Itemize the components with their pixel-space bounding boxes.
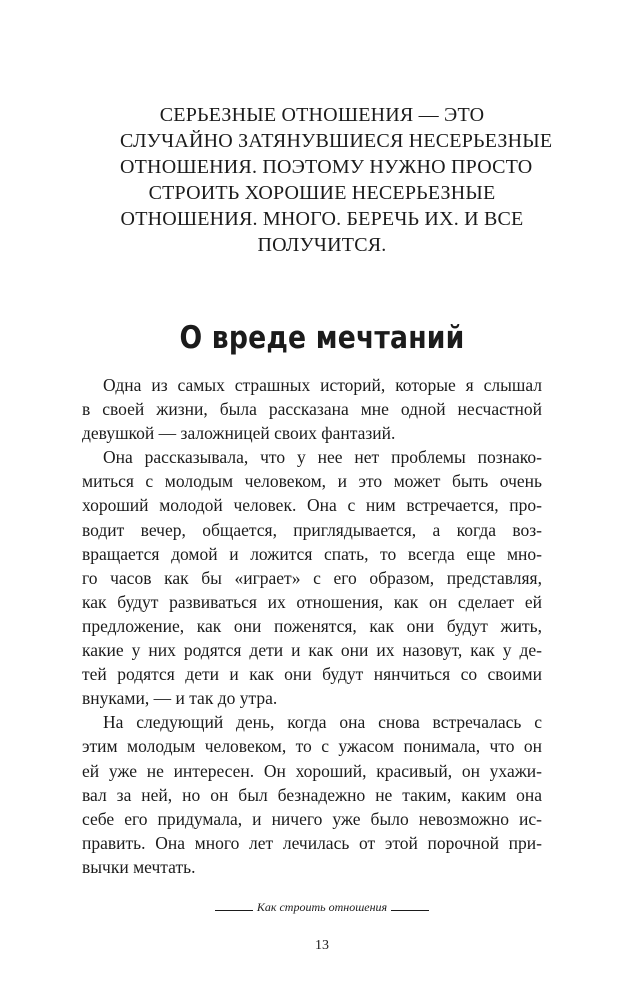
text-line: вращается домой и ложится спать, то всегда еще мно- [82,543,542,564]
text-line: На следующий день, когда она снова встречалась с [103,712,542,733]
text-line: девушкой — заложницей своих фантазий. [82,423,396,444]
chapter-body [82,373,542,879]
quote-line: ОТНОШЕНИЯ. МНОГО. БЕРЕЧЬ ИХ. И ВСЕ [120,208,524,230]
quote-line: СЛУЧАЙНО ЗАТЯНУВШИЕСЯ НЕСЕРЬЕЗНЫЕ [120,130,553,152]
running-footer [0,899,644,915]
text-line: хороший молодой человек. Она с ним встречается, про- [82,495,542,516]
text-line: в своей жизни, была рассказана мне одной несчастной [82,399,542,420]
text-line: Одна из самых страшных историй, которые я слышал [103,375,542,395]
chapter-title: О вреде мечтаний [179,320,465,356]
text-line: этим молодым человеком, то с ужасом понимала, что он [82,736,542,757]
quote-line: СЕРЬЕЗНЫЕ ОТНОШЕНИЯ — ЭТО [159,104,485,126]
text-line: внуками, — и так до утра. [82,688,278,709]
footer-rule-right [391,910,429,911]
text-line: какие у них родятся дети и как они их назовут, как у де- [82,640,542,661]
page-number: 13 [315,938,329,953]
epigraph-quote [120,102,553,258]
quote-line: ОТНОШЕНИЯ. ПОЭТОМУ НУЖНО ПРОСТО [120,156,533,178]
quote-line: ПОЛУЧИТСЯ. [257,234,387,256]
text-line: тей родятся дети и как они будут нянчиться со своими [82,664,542,685]
text-line: миться с молодым человеком, и это может быть очень [82,471,542,492]
text-line: вал за ней, но он был безнадежно не таким, каким она [82,784,542,805]
text-line: Она рассказывала, что у нее нет проблемы познако- [103,447,542,468]
text-line: водит вечер, общается, приглядывается, а когда воз- [82,519,542,540]
text-line: как будут развиваться их отношения, как он сделает ей [82,591,542,612]
text-line: предложение, как они поженятся, как они будут жить, [82,615,542,636]
text-line: править. Она много лет лечилась от этой порочной при- [82,832,542,853]
book-title: Как строить отношения [256,900,388,914]
text-line: ей уже не интересен. Он хороший, красивый, он ухажи- [82,760,542,781]
text-line: го часов как бы «играет» с его образом, представляя, [82,567,542,588]
text-line: вычки мечтать. [82,856,196,877]
quote-line: СТРОИТЬ ХОРОШИЕ НЕСЕРЬЕЗНЫЕ [148,182,496,204]
footer-rule-left [215,910,253,911]
text-line: себе его придумала, и ничего уже было невозможно ис- [82,808,542,829]
